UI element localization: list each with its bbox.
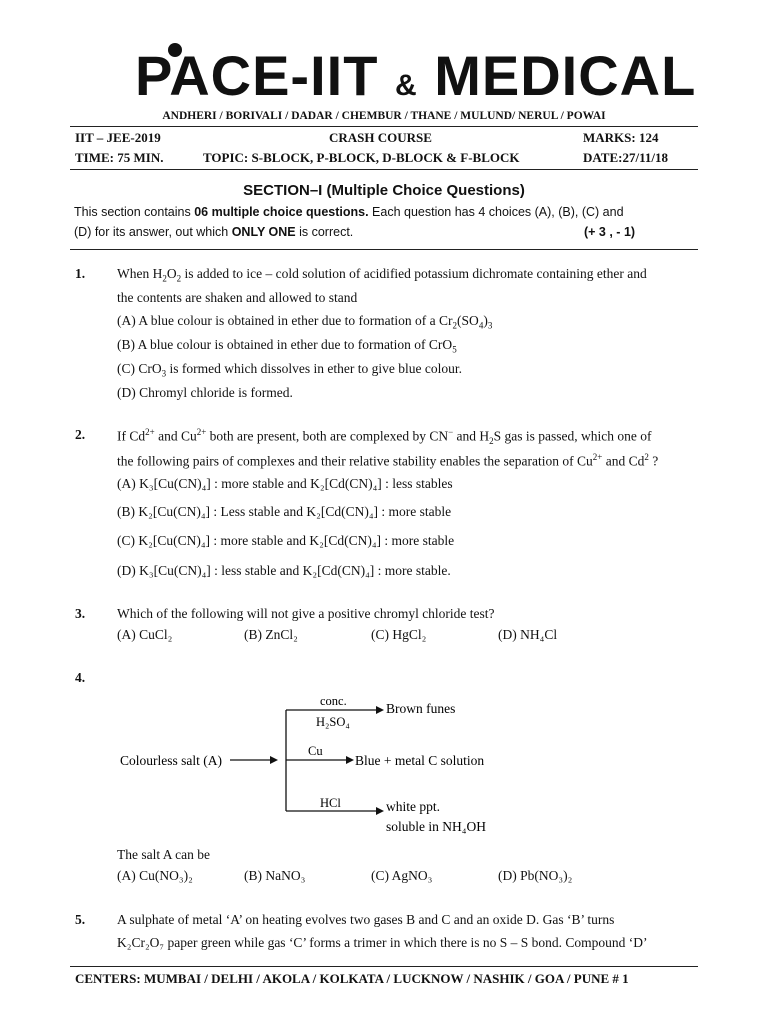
q4-option-b: (B) NaNO₃	[244, 868, 306, 883]
q3-option-b: (B) ZnCl₂	[244, 627, 298, 642]
text: If Cd	[117, 428, 146, 444]
logo-text: PACE-IIT	[135, 44, 379, 107]
text: is added to ice – cold solution of acidified potassium dichromate containing ether and	[181, 266, 647, 281]
date-label: DATE:27/11/18	[583, 150, 668, 165]
course-label: CRASH COURSE	[329, 130, 432, 145]
header-divider-1	[70, 126, 698, 127]
q3-option-c: (C) HgCl₂	[371, 627, 427, 642]
text: (B) A blue colour is obtained in ether due to formation of CrO	[117, 337, 453, 352]
text: both are present, both are complexed by CN	[206, 428, 449, 444]
intro-text: is correct.	[295, 225, 354, 239]
reagent-2: Cu	[308, 744, 323, 758]
page-number: # 1	[612, 971, 629, 986]
footer	[75, 971, 629, 987]
reagent-1-top: conc.	[320, 694, 347, 708]
footer-centers: CENTERS: MUMBAI / DELHI / AKOLA / KOLKATA / LUCKNOW / NASHIK / GOA / PUNE	[75, 971, 610, 986]
q1-stem-line-2: the contents are shaken and allowed to stand	[117, 290, 358, 305]
q2-option-b: (B) K₂[Cu(CN)₄] : Less stable and K₂[Cd(CN)₄] : more stable	[117, 504, 452, 519]
centers-top: ANDHERI / BORIVALI / DADAR / CHEMBUR / THANE / MULUND/ NERUL / POWAI	[162, 110, 606, 122]
text: When H	[117, 266, 163, 281]
text: O	[166, 266, 177, 281]
text: is formed which dissolves in ether to give blue colour.	[166, 361, 462, 376]
q4-stem: The salt A can be	[117, 847, 210, 862]
text: (A) A blue colour is obtained in ether due to formation of a Cr	[117, 313, 453, 328]
q1-option-c: (C) CrO$_3$ is formed which dissolves in ether to give blue colour.	[117, 361, 462, 379]
product-2: Blue + metal C solution	[355, 753, 485, 768]
logo-amp: &	[394, 69, 418, 102]
product-1: Brown funes	[386, 701, 456, 716]
q4-option-d: (D) Pb(NO₃)₂	[498, 868, 573, 883]
header-divider-2	[70, 169, 698, 170]
section-intro-line-1	[74, 205, 694, 219]
marks-label: MARKS: 124	[583, 130, 659, 145]
question-number: 2.	[75, 427, 86, 442]
q2-stem-line-1: If $Cd^{2+}$ and $Cu^{2+}$ both are present, both are complexed by CN− and $H_2S$ gas is passed, which one of	[117, 427, 652, 447]
q3-option-d: (D) NH₄Cl	[498, 627, 558, 642]
footer-divider	[70, 966, 698, 967]
text: (SO	[457, 313, 479, 328]
logo-text-2: MEDICAL	[434, 44, 697, 107]
text: S gas is passed, which one of	[493, 428, 652, 444]
topic-label: TOPIC: S-BLOCK, P-BLOCK, D-BLOCK & F-BLOCK	[203, 150, 520, 165]
q3-stem: Which of the following will not give a positive chromyl chloride test?	[117, 606, 495, 621]
arrow-head-icon	[270, 756, 278, 764]
reagent-3: HCl	[320, 796, 341, 810]
text: (C) CrO	[117, 361, 162, 376]
product-3-line-2: soluble in NH₄OH	[386, 819, 486, 834]
logo	[135, 40, 697, 112]
q4-option-a: (A) Cu(NO₃)₂	[117, 868, 193, 883]
text: )	[483, 313, 488, 328]
text: and Cu	[154, 428, 197, 444]
section-divider	[70, 249, 698, 250]
q2-option-c: (C) K₂[Cu(CN)₄] : more stable and K₂[Cd(CN)₄] : more stable	[117, 533, 455, 548]
text: and Cd	[602, 453, 645, 469]
salt-label: Colourless salt (A)	[120, 753, 222, 768]
question-number: 4.	[75, 670, 86, 685]
intro-text: This section contains	[74, 205, 195, 219]
intro-text: (D) for its answer, out which	[74, 225, 232, 239]
q4-reaction-diagram	[110, 690, 510, 840]
q3-option-a: (A) CuCl₂	[117, 627, 173, 642]
product-3-line-1: white ppt.	[386, 799, 440, 814]
text: the following pairs of complexes and their relative stability enables the separation of Cu	[117, 453, 593, 469]
q1-option-a: (A) A blue colour is obtained in ether due to formation of a $Cr_2(SO_4)_3$	[117, 313, 493, 331]
arrow-head-icon	[346, 756, 354, 764]
intro-bold: ONLY ONE	[231, 225, 296, 239]
text: and H	[453, 428, 490, 444]
marking-scheme: (+ 3 , - 1)	[584, 225, 636, 239]
q5-stem-line-1: A sulphate of metal ‘A’ on heating evolves two gases B and C and an oxide D. Gas ‘B’ turns	[117, 912, 615, 927]
text: ?	[648, 453, 659, 469]
question-number: 1.	[75, 266, 86, 281]
question-number: 5.	[75, 912, 86, 927]
q2-option-d: (D) K₃[Cu(CN)₄] : less stable and K₂[Cd(CN)₄] : more stable.	[117, 563, 451, 578]
arrow-head-icon	[376, 807, 384, 815]
time-label: TIME: 75 MIN.	[75, 150, 164, 165]
exam-label: IIT – JEE-2019	[75, 130, 161, 145]
question-number: 3.	[75, 606, 86, 621]
q2-option-a: (A) K₃[Cu(CN)₄] : more stable and K₂[Cd(CN)₄] : less stables	[117, 476, 453, 491]
arrow-head-icon	[376, 706, 384, 714]
intro-text: Each question has 4 choices (A), (B), (C) and	[368, 205, 624, 219]
q1-option-d: (D) Chromyl chloride is formed.	[117, 385, 293, 400]
q2-stem-line-2: the following pairs of complexes and their relative stability enables the separation of $Cu^{2+}$ and Cd$^2$ ?	[117, 452, 659, 469]
q1-stem-line-1: When $H_2O_2$ is added to ice – cold solution of acidified potassium dichromate containing ether and	[117, 266, 647, 284]
intro-bold: 06 multiple choice questions.	[194, 205, 369, 219]
q4-option-c: (C) AgNO₃	[371, 868, 433, 883]
q1-option-b: (B) A blue colour is obtained in ether due to formation of CrO$_5$	[117, 337, 457, 355]
reagent-1-bottom: H₂SO₄	[316, 715, 350, 729]
q5-stem-line-2: K₂Cr₂O₇ paper green while gas ‘C’ forms a trimer in which there is no S – S bond. Compound ‘D’	[117, 935, 648, 950]
section-title: SECTION–I (Multiple Choice Questions)	[243, 182, 525, 199]
